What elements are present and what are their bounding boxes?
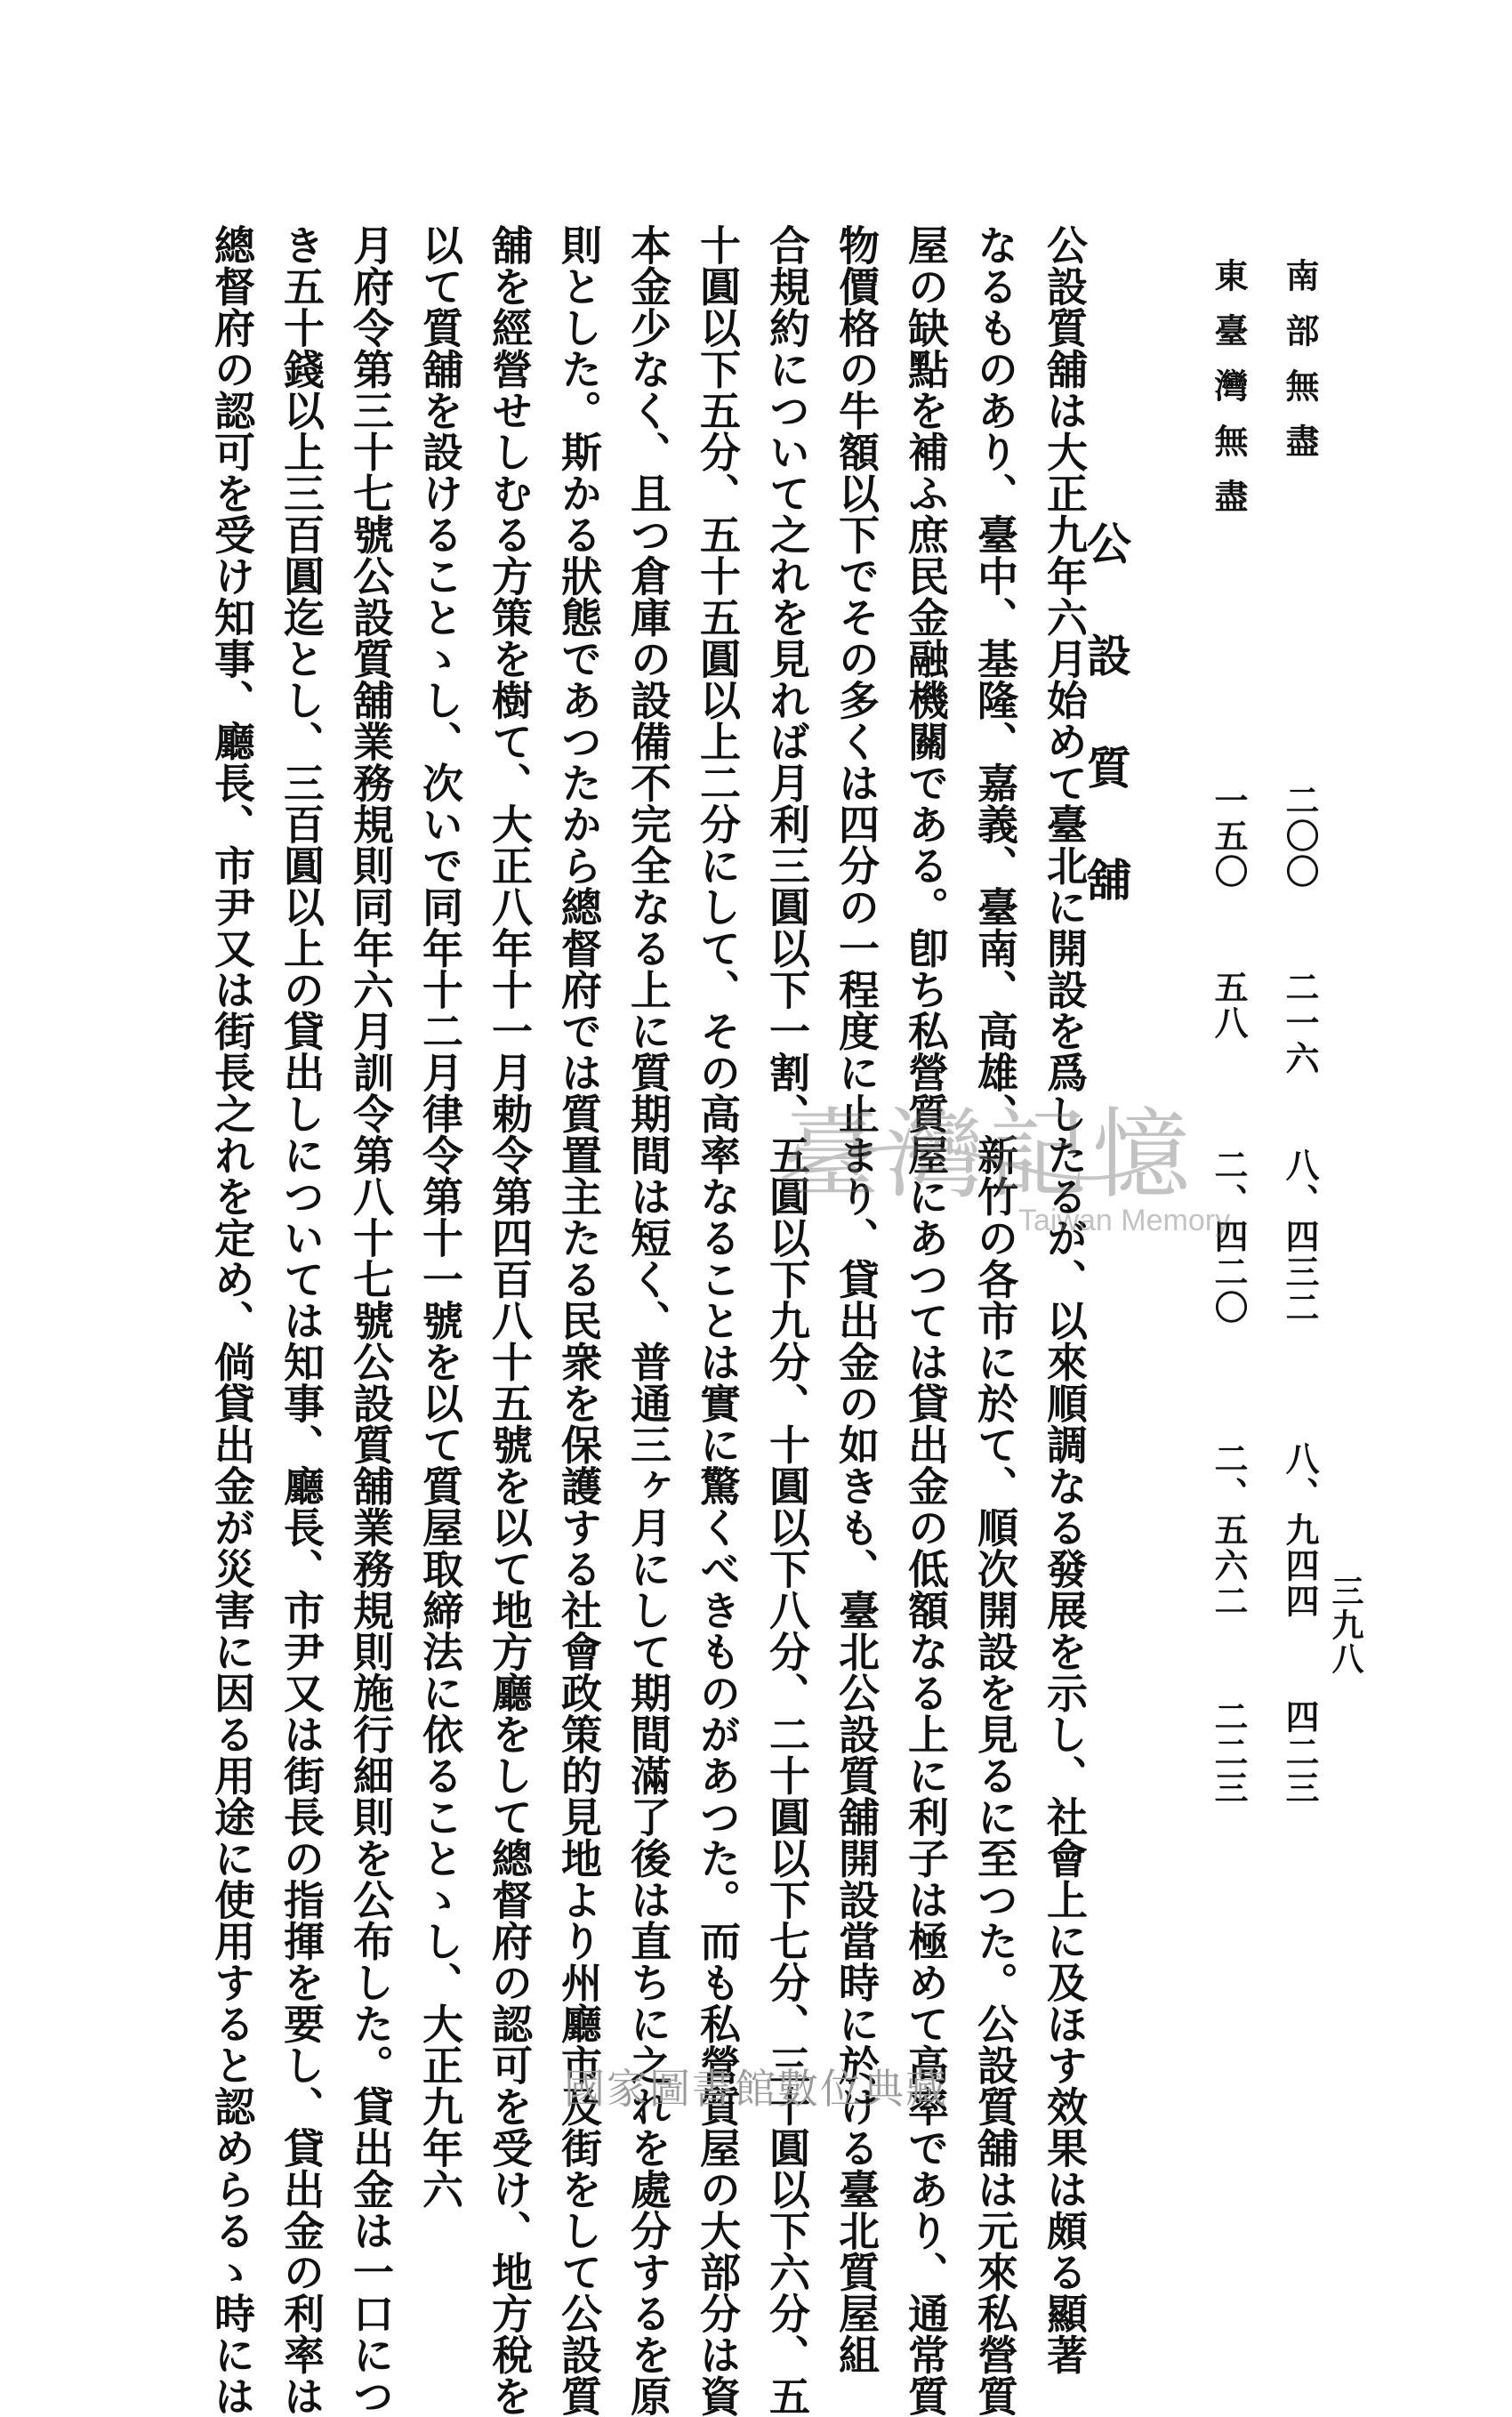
page-number: 三九八 <box>1327 1575 1364 1676</box>
footer-credit: 國家圖書館數位典藏 <box>564 2065 948 2113</box>
table-row <box>1209 258 1265 1806</box>
body-line: 以て質舖を設けることゝし、次いで同年十二月律令第十一號を以て質屋取締法に依ることゝし、大正九年六 <box>416 224 464 2210</box>
table-row <box>1280 258 1336 1806</box>
table-cell: 八、九四四 <box>1280 1441 1320 1619</box>
table-cell: 二、四二〇 <box>1209 1148 1249 1325</box>
section-title: 公設質舖 <box>1080 520 1132 969</box>
body-line: 公設質舖は大正九年六月始めて臺北に開設を爲したるが、以來順調なる發展を示し、社會上に及ほす效果は頗る顯著 <box>1041 224 1089 2375</box>
region-name: 南部無盡 <box>1280 258 1320 479</box>
body-line: 十圓以下五分、五十五圓以上二分にして、その高率なることは實に驚くべきものがあつた。而も私營質屋の大部分は資 <box>694 224 742 2417</box>
region-name: 東臺灣無盡 <box>1209 258 1249 534</box>
body-line: 舖を經營せしむる方策を樹て、大正八年十一月勅令第四百八十五號を以て地方廳をして總督府の認可を受け、地方稅を <box>486 224 534 2417</box>
watermark-subtext: Taiwan Memory <box>1018 1204 1231 1237</box>
table-cell: 二一六 <box>1280 970 1320 1076</box>
body-line: 則とした。斯かる狀態であつたから總督府では質置主たる民衆を保護する社會政策的見地より州廳市及街をして公設質 <box>555 224 603 2417</box>
table-cell: 五八 <box>1209 970 1249 1041</box>
table-cell: 八、四三二 <box>1280 1148 1320 1325</box>
body-line: 合規約について之れを見れば月利三圓以下一割、五圓以下九分、十圓以下八分、二十圓以下七分、三十圓以下六分、五 <box>763 224 811 2417</box>
table-cell: 一五〇 <box>1209 783 1249 890</box>
table-cell: 二、五六二 <box>1209 1441 1249 1619</box>
table-cell: 二〇〇 <box>1280 783 1320 890</box>
body-line: 本金少なく、且つ倉庫の設備不完全なる上に質期間は短く、普通三ヶ月にして期間滿了後は直ちに之れを處分するを原 <box>624 224 672 2417</box>
body-line: 屋の缺點を補ふ庶民金融機關である。卽ち私營質屋にあつては貸出金の低額なる上に利子は極めて高率であり、通常質 <box>902 224 950 2417</box>
watermark-text: 臺灣記憶 <box>783 1098 1195 1212</box>
table-cell: 四二三 <box>1280 1699 1320 1806</box>
body-line: 總督府の認可を受け知事、廳長、市尹又は街長之れを定め、倘貸出金が災害に因る用途に使用すると認めらるゝ時には <box>208 224 256 2417</box>
body-line: 月府令第三十七號公設質舖業務規則同年六月訓令第八十七號公設質舖業務規則施行細則を公布した。貸出金は一口につ <box>347 224 395 2417</box>
body-line: なるものあり、臺中、基隆、嘉義、臺南、高雄、新竹の各市に於て、順次開設を見るに至つた。公設質舖は元來私營質 <box>971 224 1019 2417</box>
body-line: 物價格の牛額以下でその多くは四分の一程度に止まり、貸出金の如きも、臺北公設質舖開設當時に於ける臺北質屋組 <box>832 224 881 2375</box>
body-line: き五十錢以上三百圓迄とし、三百圓以上の貸出しについては知事、廳長、市尹又は街長の指揮を要し、貸出金の利率は <box>277 224 326 2417</box>
table-cell: 二二三 <box>1209 1699 1249 1806</box>
